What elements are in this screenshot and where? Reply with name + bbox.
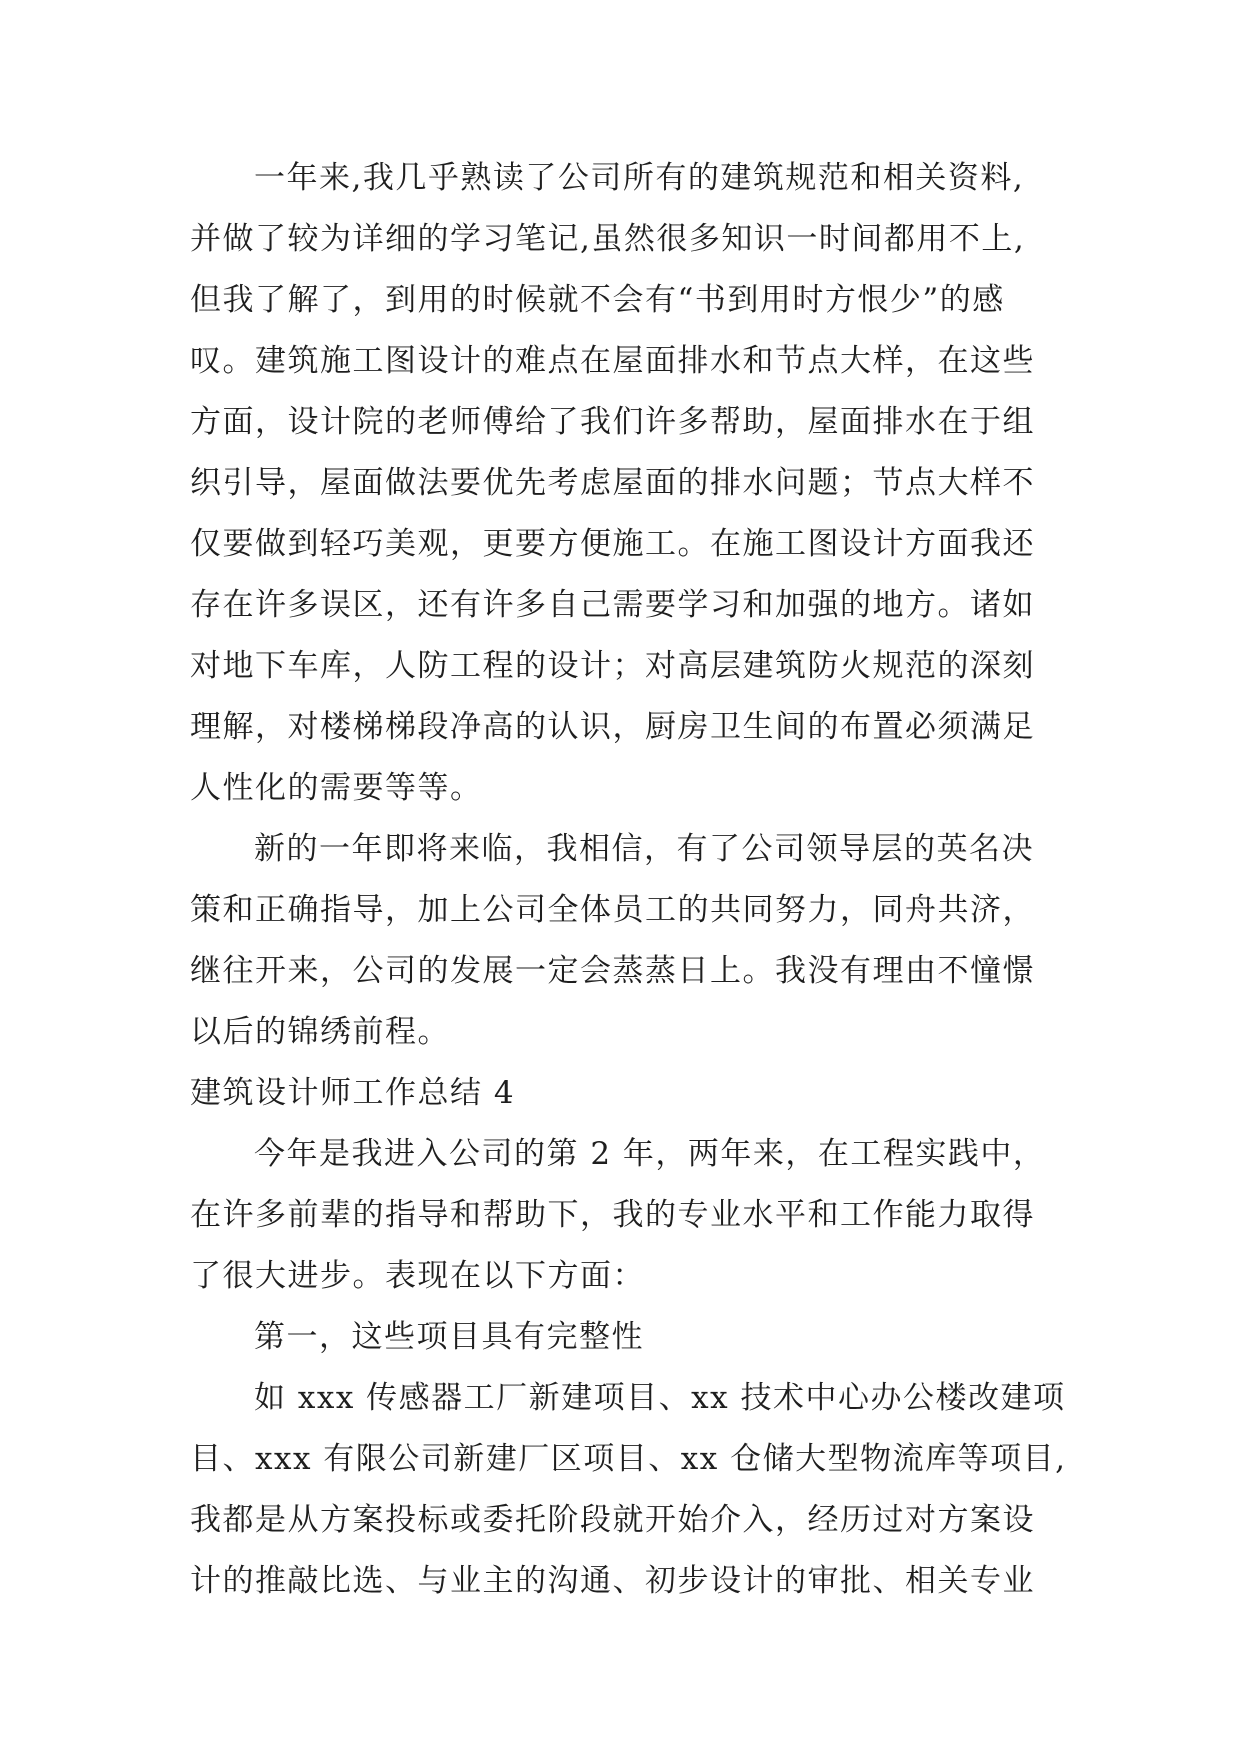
text-line-20: 第一，这些项目具有完整性	[254, 1319, 644, 1355]
text-line-15: 以后的锦绣前程。	[190, 1014, 450, 1050]
text-line-4: 叹。建筑施工图设计的难点在屋面排水和节点大样，在这些	[190, 343, 1035, 379]
section-heading: 建筑设计师工作总结 4	[190, 1075, 516, 1111]
text-line-21: 如 xxx 传感器工厂新建项目、xx 技术中心办公楼改建项	[254, 1380, 1066, 1416]
text-line-2: 并做了较为详细的学习笔记,虽然很多知识一时间都用不上,	[190, 221, 1026, 257]
text-line-5: 方面，设计院的老师傅给了我们许多帮助，屋面排水在于组	[190, 404, 1035, 440]
text-line-11: 人性化的需要等等。	[190, 770, 483, 806]
text-line-22: 目、xxx 有限公司新建厂区项目、xx 仓储大型物流库等项目,	[190, 1441, 1067, 1477]
text-line-8: 存在许多误区，还有许多自己需要学习和加强的地方。诸如	[190, 587, 1035, 623]
text-line-23: 我都是从方案投标或委托阶段就开始介入，经历过对方案设	[190, 1502, 1035, 1538]
text-line-18: 在许多前辈的指导和帮助下，我的专业水平和工作能力取得	[190, 1197, 1035, 1233]
text-line-10: 理解，对楼梯梯段净高的认识，厨房卫生间的布置必须满足	[190, 709, 1035, 745]
text-line-9: 对地下车库，人防工程的设计；对高层建筑防火规范的深刻	[190, 648, 1035, 684]
text-line-12: 新的一年即将来临，我相信，有了公司领导层的英名决	[254, 831, 1034, 867]
document-page	[190, 148, 1080, 1612]
text-line-24: 计的推敲比选、与业主的沟通、初步设计的审批、相关专业	[190, 1563, 1035, 1599]
text-line-13: 策和正确指导，加上公司全体员工的共同努力，同舟共济，	[190, 892, 1035, 928]
text-line-17: 今年是我进入公司的第 2 年，两年来，在工程实践中，	[254, 1136, 1046, 1172]
text-line-1: 一年来,我几乎熟读了公司所有的建筑规范和相关资料,	[254, 160, 1025, 196]
text-line-6: 织引导，屋面做法要优先考虑屋面的排水问题；节点大样不	[190, 465, 1035, 501]
text-line-14: 继往开来，公司的发展一定会蒸蒸日上。我没有理由不憧憬	[190, 953, 1035, 989]
text-line-7: 仅要做到轻巧美观，更要方便施工。在施工图设计方面我还	[190, 526, 1035, 562]
text-line-19: 了很大进步。表现在以下方面：	[190, 1258, 645, 1294]
text-line-3: 但我了解了，到用的时候就不会有“书到用时方恨少”的感	[190, 282, 1005, 318]
